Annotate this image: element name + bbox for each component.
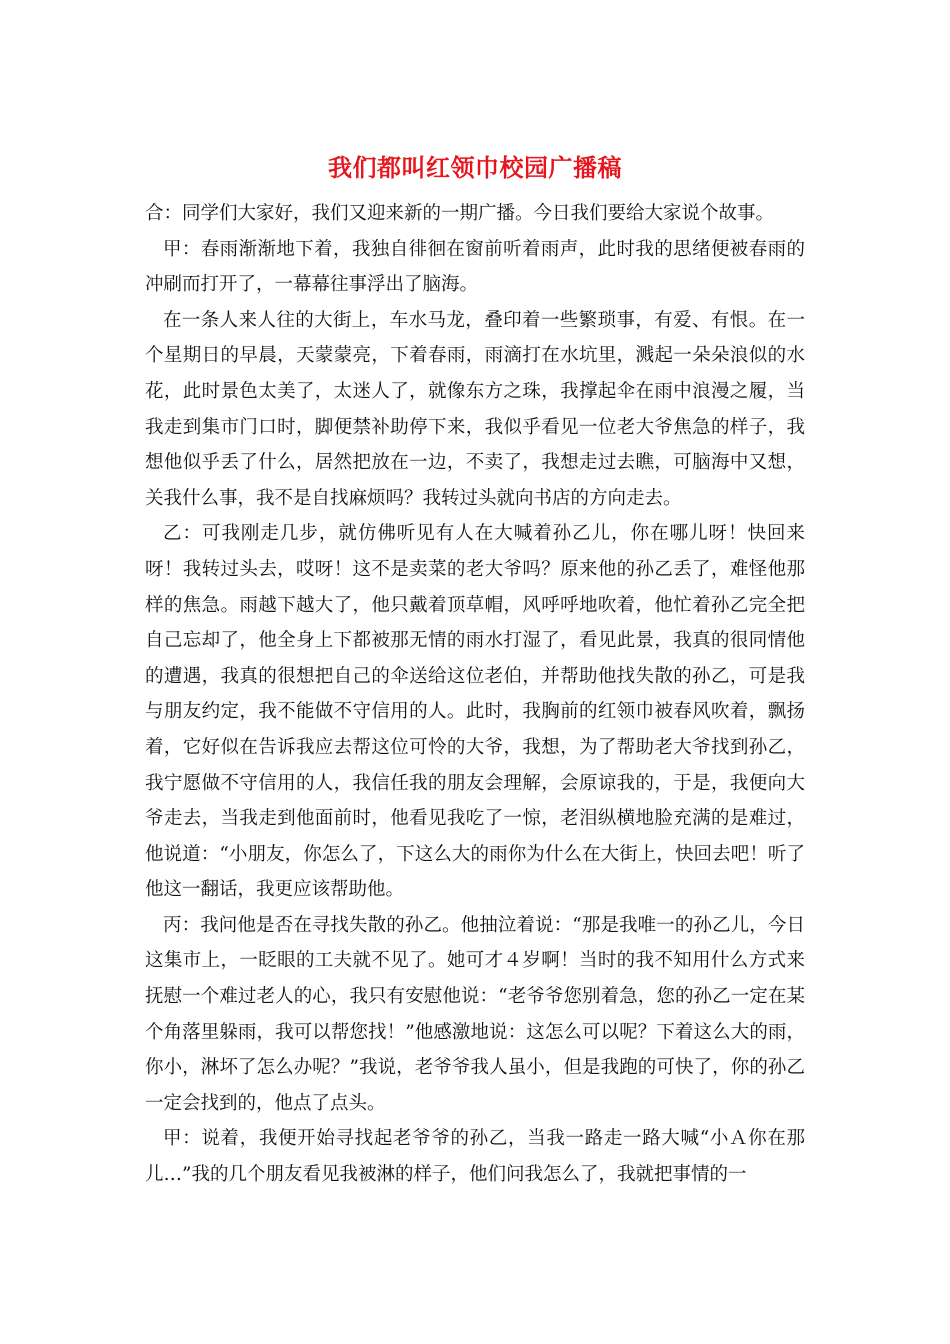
document-body (145, 196, 805, 1193)
paragraph-jia-2: 甲：说着，我便开始寻找起老爷爷的孙乙，当我一路走一路大喊“小Ａ你在那儿…”我的几个朋友看见我被淋的样子，他们问我怎么了，我就把事情的一 (145, 1128, 805, 1186)
paragraph-intro: 合：同学们大家好，我们又迎来新的一期广播。今日我们要给大家说个故事。 (145, 203, 775, 224)
paragraph-jia-1: 甲：春雨渐渐地下着，我独自徘徊在窗前听着雨声，此时我的思绪便被春雨的冲刷而打开了，一幕幕往事浮出了脑海。 (145, 238, 805, 296)
paragraph-bing: 丙：我问他是否在寻找失散的孙乙。他抽泣着说：“那是我唯一的孙乙儿，今日这集市上，一眨眼的工夫就不见了。她可才４岁啊！当时的我不知用什么方式来抚慰一个难过老人的心，我只有安慰他说：“老爷爷您别着急，您的孙乙一定在某个角落里躲雨，我可以帮您找！”他感激地说：这怎么可以呢？下着这么大的雨，你小，淋坏了怎么办呢？”我说，老爷爷我人虽小，但是我跑的可快了，你的孙乙一定会找到的，他点了点头。 (145, 914, 805, 1114)
document-title: 我们都叫红领巾校园广播稿 (328, 153, 622, 182)
paragraph-yi: 乙：可我刚走几步，就仿佛听见有人在大喊着孙乙儿，你在哪儿呀！快回来呀！我转过头去，哎呀！这不是卖菜的老大爷吗？原来他的孙乙丢了，难怪他那样的焦急。雨越下越大了，他只戴着顶草帽，风呼呼地吹着，他忙着孙乙完全把自己忘却了，他全身上下都被那无情的雨水打湿了，看见此景，我真的很同情他的遭遇，我真的很想把自己的伞送给这位老伯，并帮助他找失散的孙乙，可是我与朋友约定，我不能做不守信用的人。此时，我胸前的红领巾被春风吹着，飘扬着，它好似在告诉我应去帮这位可怜的大爷，我想，为了帮助老大爷找到孙乙，我宁愿做不守信用的人，我信任我的朋友会理解，会原谅我的，于是，我便向大爷走去，当我走到他面前时，他看见我吃了一惊，老泪纵横地脸充满的是难过，他说道：“小朋友，你怎么了，下这么大的雨你为什么在大街上，快回去吧！听了他这一翻话，我更应该帮助他。 (145, 523, 805, 901)
paragraph-street: 在一条人来人往的大街上，车水马龙，叠印着一些繁琐事，有爱、有恨。在一个星期日的早晨，天蒙蒙亮，下着春雨，雨滴打在水坑里，溅起一朵朵浪似的水花，此时景色太美了，太迷人了，就像东方之珠，我撑起伞在雨中浪漫之履，当我走到集市门口时，脚便禁补助停下来，我似乎看见一位老大爷焦急的样子，我想他似乎丢了什么，居然把放在一边，不卖了，我想走过去瞧，可脑海中又想，关我什么事，我不是自找麻烦吗？我转过头就向书店的方向走去。 (145, 309, 805, 509)
